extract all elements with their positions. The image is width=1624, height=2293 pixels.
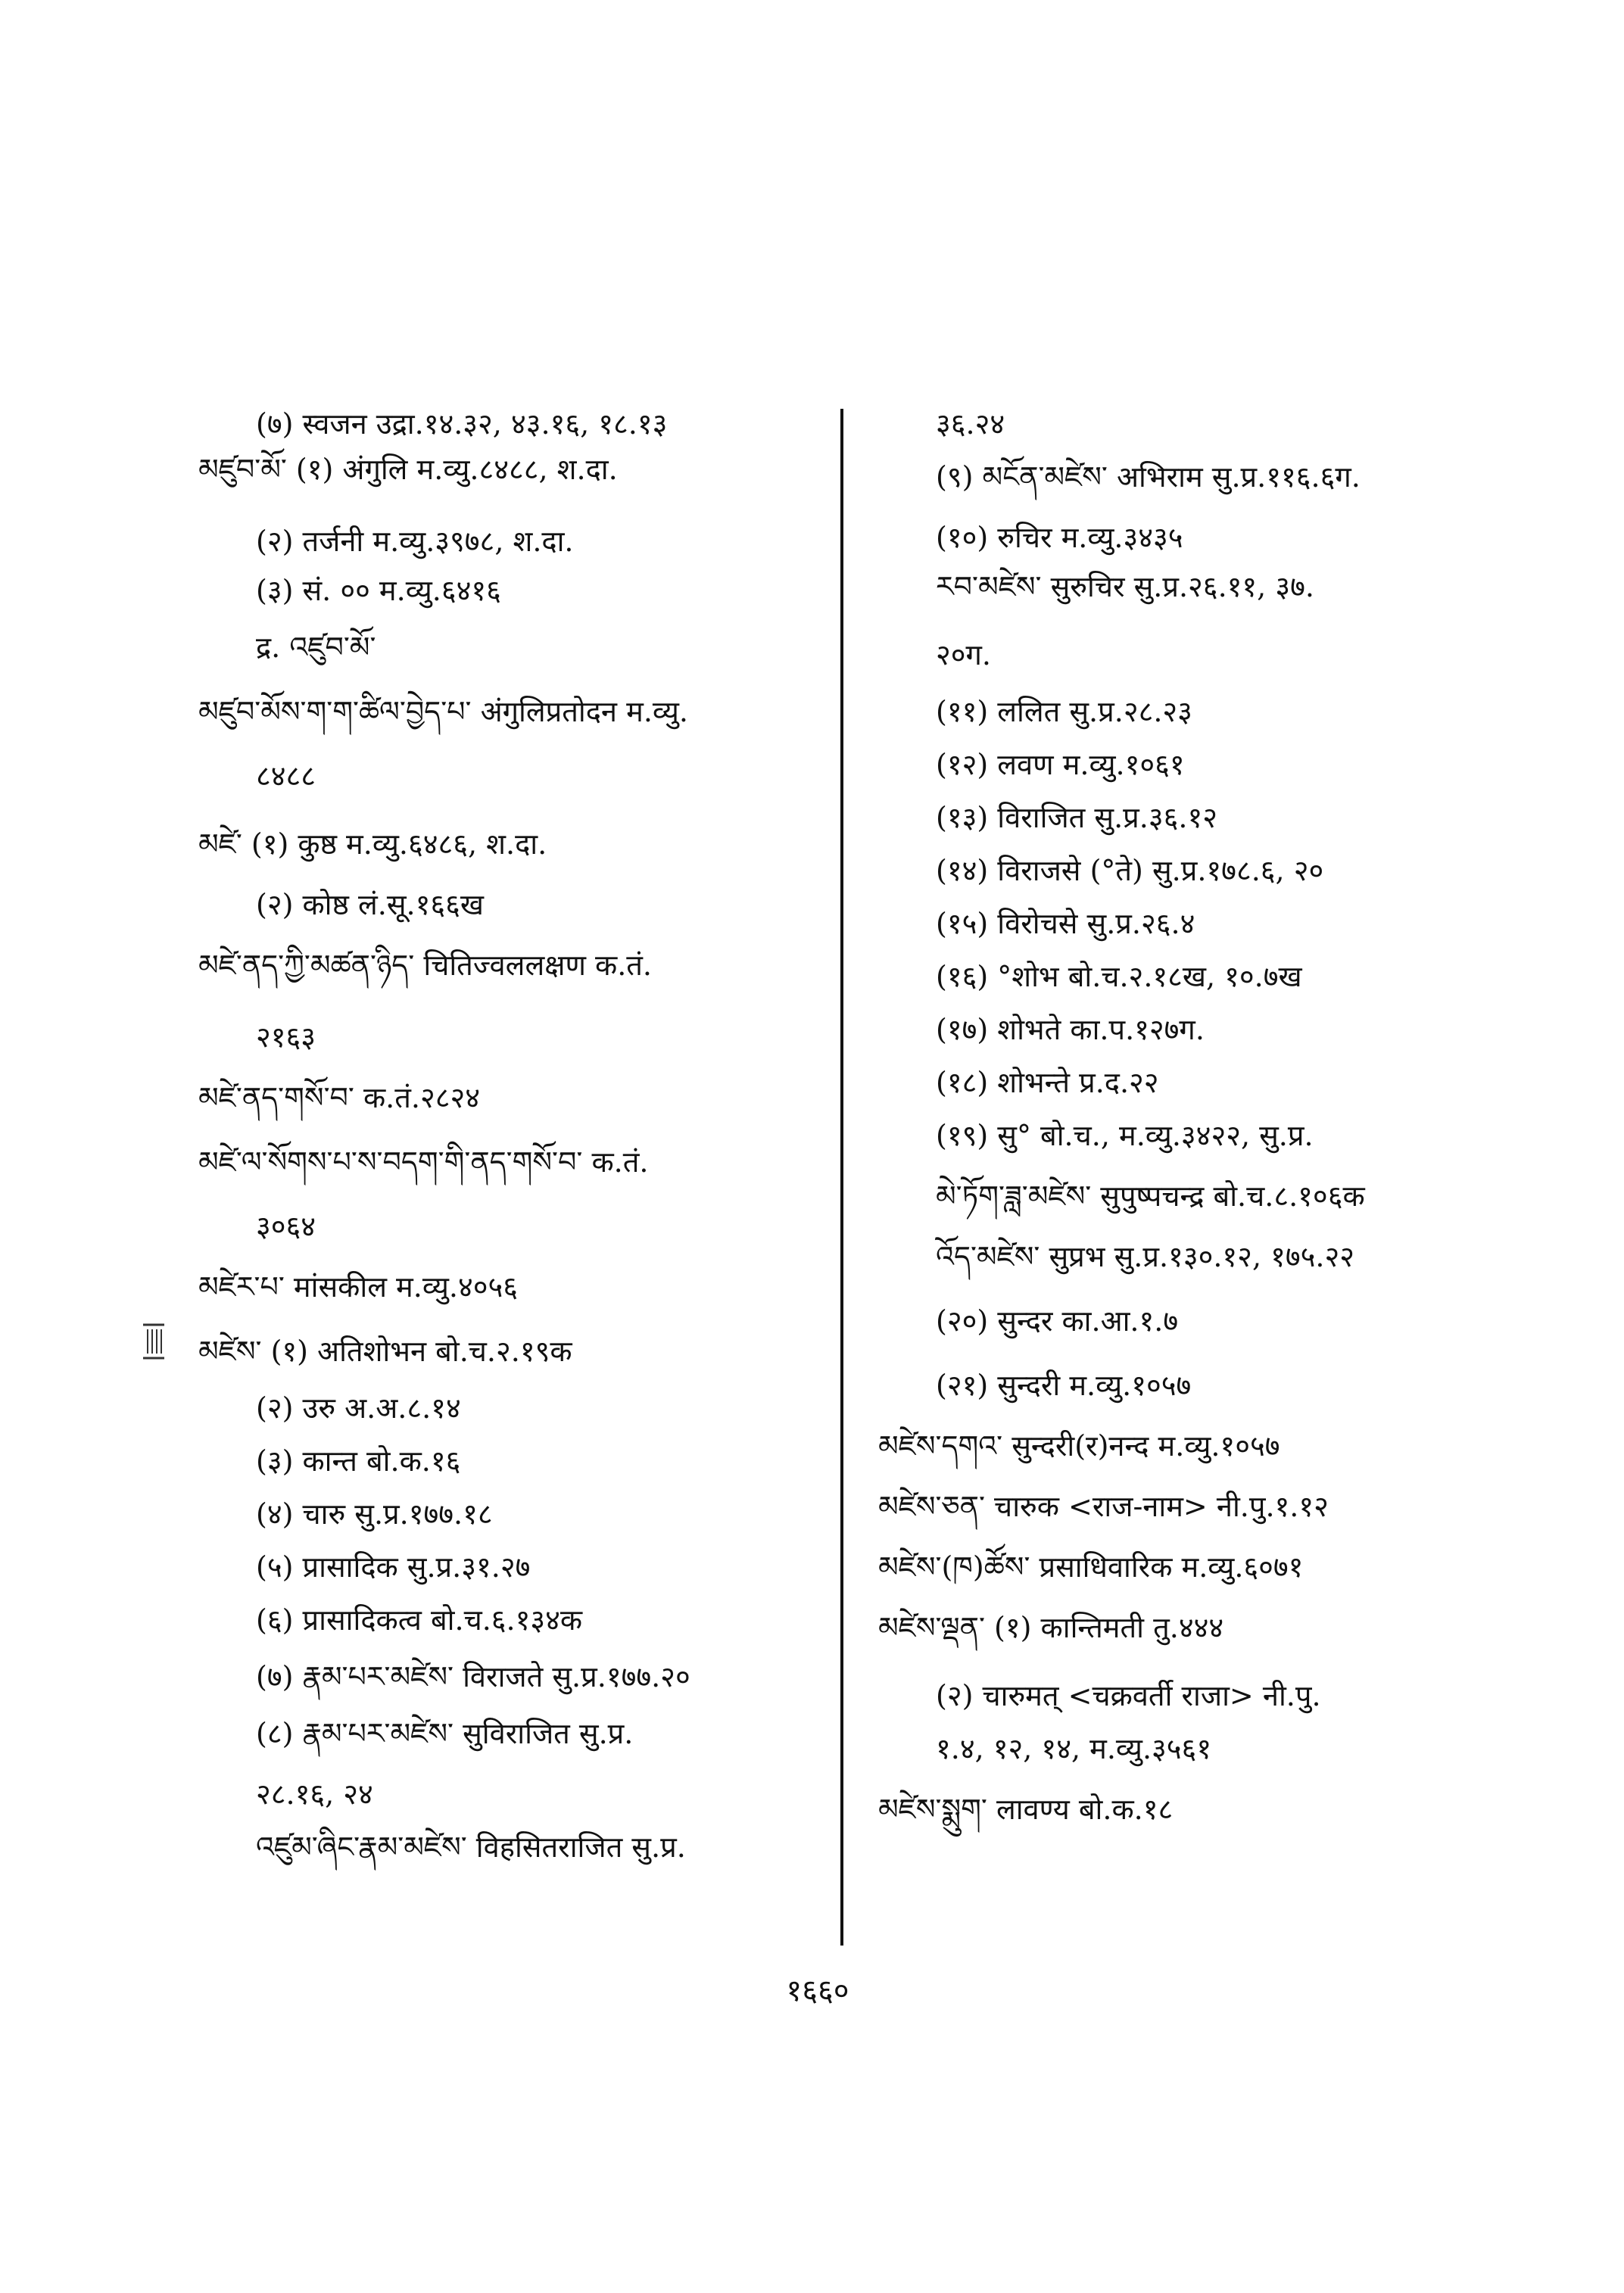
left-entry-line: (२) उरु अ.अ.८.१४ [256, 1391, 461, 1425]
left-entry-line: (३) कान्त बो.क.१६ [256, 1444, 461, 1478]
left-entry-line: མཛེ་ (१) कुष्ठ म.व्यु.६४८६, श.दा. [198, 827, 547, 861]
right-entry-line: (१७) शोभते का.प.१२७ग. [936, 1013, 1205, 1046]
right-entry-line: (१५) विरोचसे सु.प्र.२६.४ [936, 907, 1195, 940]
left-entry-line: མཛུབ་མོ་ (१) अंगुलि म.व्यु.८४८८, श.दा. [198, 453, 618, 486]
right-entry-line: མཛེས་(ཁ)ཚོས་ प्रसाधिवारिक म.व्यु.६०७१ [878, 1550, 1304, 1584]
right-entry-line: (२) चारुमत् <चक्रवर्ती राजा> नी.पु. [936, 1679, 1321, 1712]
left-entry-line: (२) कोष्ठ लं.सू.१६६ख [256, 888, 484, 921]
right-entry-line: (२१) सुन्दरी म.व्यु.१०५७ [936, 1369, 1192, 1402]
left-entry-line: (८) རྣམ་པར་མཛེས་ सुविराजित सु.प्र. [256, 1717, 634, 1750]
page-number: १६६० [786, 1974, 849, 2008]
right-entry-line: (१०) रुचिर म.व्यु.३४३५ [936, 521, 1183, 554]
left-entry-line: (६) प्रासादिकत्व बो.च.६.१३४क [256, 1603, 583, 1637]
left-entry-line: འཛུམ་ཞིང་རྣམ་མཛེས་ विहसितराजित सु.प्र. [256, 1830, 686, 1864]
left-entry-line: ८४८८ [256, 759, 316, 793]
left-entry-line: (७) རྣམ་པར་མཛེས་ विराजते सु.प्र.१७७.२० [256, 1660, 690, 1693]
left-entry-line: (७) स्वजन उद्रा.१४.३२, ४३.१६, १८.१३ [256, 407, 668, 441]
right-entry-line: (१६) °शोभ बो.च.२.१८ख, १०.७ख [936, 960, 1302, 993]
right-entry-line: ३६.२४ [936, 407, 1005, 441]
left-entry-line: (५) प्रासादिक सु.प्र.३१.२७ [256, 1550, 531, 1584]
right-entry-line: (१८) शोभन्ते प्र.द.२२ [936, 1066, 1159, 1099]
left-entry-line: (४) चारु सु.प्र.१७७.१८ [256, 1497, 493, 1531]
left-entry-line: (२) तर्जनी म.व्यु.३९७८, श.दा. [256, 525, 574, 558]
left-entry-line: མཛེ་ནད་གསོ་བ་ क.तं.२८२४ [198, 1081, 481, 1114]
right-entry-line: མཛེས་སྨུག་ लावण्य बो.क.१८ [878, 1793, 1174, 1826]
right-entry-line: (१९) सु° बो.च., म.व्यु.३४२२, सु.प्र. [936, 1119, 1314, 1152]
left-entry-line: (३) सं. ०० म.व्यु.६४१६ [256, 574, 501, 607]
column-divider [840, 409, 843, 1946]
right-entry-line: १.४, १२, १४, म.व्यु.३५६१ [936, 1732, 1212, 1765]
left-entry-line: २८.१६, २४ [256, 1777, 373, 1811]
left-entry-line: མཛེ་ནད་ཀྱི་མཚན་ཉིད་ चितिज्वललक्षण क.तं. [198, 949, 653, 982]
right-entry-line: (१२) लवण म.व्यु.१०६१ [936, 748, 1185, 781]
left-entry-line: २१६३ [256, 1020, 316, 1054]
right-entry-line: མཛེས་ཅན་ चारुक <राज-नाम> नी.पु.१.१२ [878, 1490, 1329, 1523]
right-entry-line: (१३) विराजित सु.प्र.३६.१२ [936, 801, 1217, 834]
right-entry-line: (९) མངོན་མཛེས་ अभिराम सु.प्र.११६.६ग. [936, 460, 1361, 494]
right-entry-line: རབ་མཛེས་ सुरुचिर सु.प्र.२६.११, ३७. [936, 570, 1314, 603]
right-entry-line: མཛེས་དགའ་ सुन्दरी(र)नन्द म.व्यु.१०५७ [878, 1429, 1280, 1463]
right-entry-line: २०ग. [936, 638, 991, 671]
left-entry-line: མཛེ་ལ་སོགས་པ་ས་བདག་གི་ནད་གསོ་བ་ क.तं. [198, 1145, 649, 1179]
left-entry-line: द्र. འཛུབ་མོ་ [256, 631, 376, 664]
right-entry-line: (१४) विराजसे (°ते) सु.प्र.१७८.६, २० [936, 854, 1324, 887]
right-entry-line: མེ་ཏོག་ཟླ་མཛེས་ सुपुष्पचन्द्र बो.च.८.१०६क [936, 1179, 1365, 1213]
right-entry-line: (२०) सुन्दर का.आ.१.७ [936, 1304, 1179, 1338]
margin-bracket-mark [139, 1319, 169, 1364]
right-entry-line: མཛེས་ལྡན་ (१) कान्तिमती तु.४४४ [878, 1611, 1224, 1644]
left-entry-line: ३०६४ [256, 1210, 316, 1243]
right-entry-line: འོད་མཛེས་ सुप्रभ सु.प्र.१३०.१२, १७५.२२ [936, 1240, 1354, 1273]
left-entry-line: མཛེས་ (१) अतिशोभन बो.च.२.१९क [198, 1335, 572, 1368]
left-entry-line: མཛེར་པ་ मांसकील म.व्यु.४०५६ [198, 1270, 519, 1304]
right-entry-line: (११) ललित सु.प्र.२८.२३ [936, 695, 1192, 728]
left-entry-line: མཛུབ་མོས་ག་ག་ཚིལ་བྱེད་པ་ अंगुलिप्रतोदन म.व्यु. [198, 695, 689, 728]
